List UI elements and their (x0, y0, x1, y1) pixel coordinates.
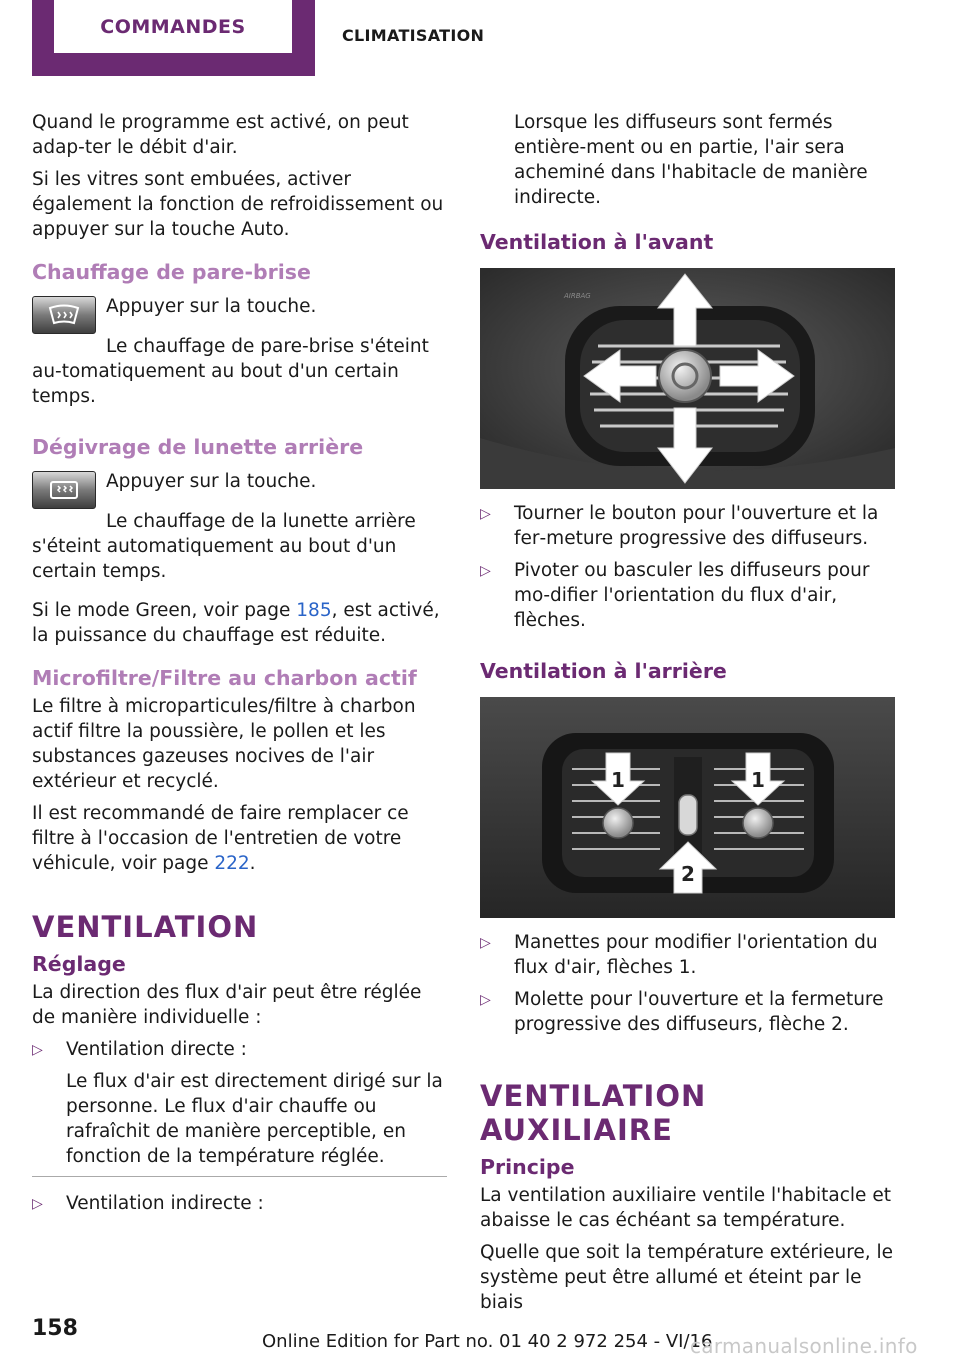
front-swivel-text: Pivoter ou basculer les diffuseurs pour mo‐difier l'orientation du flux d'air, flèches. (514, 560, 870, 631)
arrow-label-1-right: 1 (751, 768, 765, 792)
watermark: carmanualsonline.info (690, 1334, 918, 1358)
green-mode-text-before: Si le mode Green, voir page (32, 600, 297, 621)
rear-defrost-icon (32, 471, 96, 509)
indirect-ventilation-description: Lorsque les diffuseurs sont fermés entière‐ment ou en partie, l'air sera acheminé dans l'habitacle de manière indirecte. (514, 112, 868, 208)
header-tab-label: COMMANDES (100, 15, 246, 38)
list-item-rear-levers (480, 930, 895, 980)
microfilter-replacement (32, 801, 447, 876)
paragraph-program: Quand le programme est activé, on peut adap‐ter le débit d'air. (32, 112, 409, 158)
list-item-direct-ventilation (32, 1037, 447, 1062)
indirect-ventilation-label: Ventilation indirecte : (66, 1193, 264, 1214)
bullet-icon: ▷ (480, 935, 491, 951)
heading-rear-ventilation: Ventilation à l'arrière (480, 659, 727, 683)
rear-wheel-text: Molette pour l'ouverture et la fermeture progressive des diffuseurs, flèche 2. (514, 989, 884, 1035)
green-mode-text-after: , est activé, la puissance du chauffage est réduite. (32, 600, 440, 646)
rear-right-lever (743, 808, 773, 838)
rear-thumbwheel (679, 795, 697, 835)
page-number: 158 (32, 1316, 78, 1341)
left-column (32, 110, 447, 1223)
page-link-222[interactable]: 222 (214, 853, 250, 874)
bullet-icon: ▷ (480, 563, 491, 579)
front-knob-text: Tourner le bouton pour l'ouverture et la fer‐meture progressive des diffuseurs. (514, 503, 879, 549)
rear-auto-off: Le chauffage de la lunette arrière s'éteint automatiquement au bout d'un certain temps. (32, 511, 416, 582)
auxiliary-description: La ventilation auxiliaire ventile l'habitacle et abaisse le cas échéant sa température. (480, 1185, 891, 1231)
vent-knob (659, 350, 711, 402)
heading-setting: Réglage (32, 952, 126, 976)
footer-edition: Online Edition for Part no. 01 40 2 972 254 - VI/16 (262, 1331, 713, 1352)
microfilter-text-after: . (249, 853, 256, 874)
bullet-icon: ▷ (480, 506, 491, 522)
airbag-label: AIRBAG (564, 292, 591, 300)
windshield-button-block (32, 294, 447, 334)
windshield-auto-off: Le chauffage de pare-brise s'éteint au‐tomatiquement au bout d'un certain temps. (32, 336, 429, 407)
arrow-label-1-left: 1 (611, 768, 625, 792)
heading-front-ventilation: Ventilation à l'avant (480, 230, 714, 254)
green-mode-note (32, 598, 447, 648)
list-item-front-knob (480, 501, 895, 551)
direct-ventilation-label: Ventilation directe : (66, 1039, 247, 1060)
rear-left-lever (603, 808, 633, 838)
list-divider (32, 1176, 447, 1177)
list-item-front-swivel (480, 558, 895, 633)
rear-defrost-button-block (32, 469, 447, 509)
paragraph-fogged-windows: Si les vitres sont embuées, activer également la fonction de refroidissement ou appuyer sur la touche Auto. (32, 169, 444, 240)
heading-rear-defrost: Dégivrage de lunette arrière (32, 435, 364, 459)
windshield-heating-icon (32, 296, 96, 334)
bullet-icon: ▷ (480, 992, 491, 1008)
auxiliary-system-note: Quelle que soit la température extérieure, le système peut être allumé et éteint par le biais (480, 1242, 894, 1313)
heading-auxiliary-ventilation: VENTILATION AUXILIAIRE (480, 1079, 707, 1147)
heading-windshield-heating: Chauffage de pare-brise (32, 260, 311, 284)
header-section-title: CLIMATISATION (342, 26, 485, 45)
header-tab (32, 0, 315, 76)
microfilter-description: Le filtre à microparticules/filtre à charbon actif filtre la poussière, le pollen et les substances gazeuses nocives de l'air extérieur et recyclé. (32, 696, 416, 792)
arrow-label-2: 2 (681, 862, 695, 886)
rear-press-button: Appuyer sur la touche. (106, 471, 317, 492)
heading-ventilation: VENTILATION (32, 910, 259, 944)
windshield-press-button: Appuyer sur la touche. (106, 296, 317, 317)
ventilation-intro: La direction des flux d'air peut être réglée de manière individuelle : (32, 982, 422, 1028)
heading-principle: Principe (480, 1155, 575, 1179)
rear-vent-photo (480, 697, 895, 918)
direct-ventilation-description: Le flux d'air est directement dirigé sur la personne. Le flux d'air chauffe ou rafraîchit de manière perceptible, en fonction de la température réglée. (66, 1071, 443, 1167)
header-tab-inner (54, 0, 292, 53)
heading-microfilter: Microfiltre/Filtre au charbon actif (32, 666, 417, 690)
list-item-indirect-ventilation (32, 1191, 447, 1216)
bullet-icon: ▷ (32, 1196, 43, 1212)
microfilter-text-before: Il est recommandé de faire remplacer ce filtre à l'occasion de l'entretien de votre véhicule, voir page (32, 803, 409, 874)
bullet-icon: ▷ (32, 1042, 43, 1058)
front-vent-photo (480, 268, 895, 489)
list-item-rear-wheel (480, 987, 895, 1037)
page-link-185[interactable]: 185 (296, 600, 332, 621)
right-column (480, 110, 895, 1322)
rear-levers-text: Manettes pour modifier l'orientation du flux d'air, flèches 1. (514, 932, 878, 978)
